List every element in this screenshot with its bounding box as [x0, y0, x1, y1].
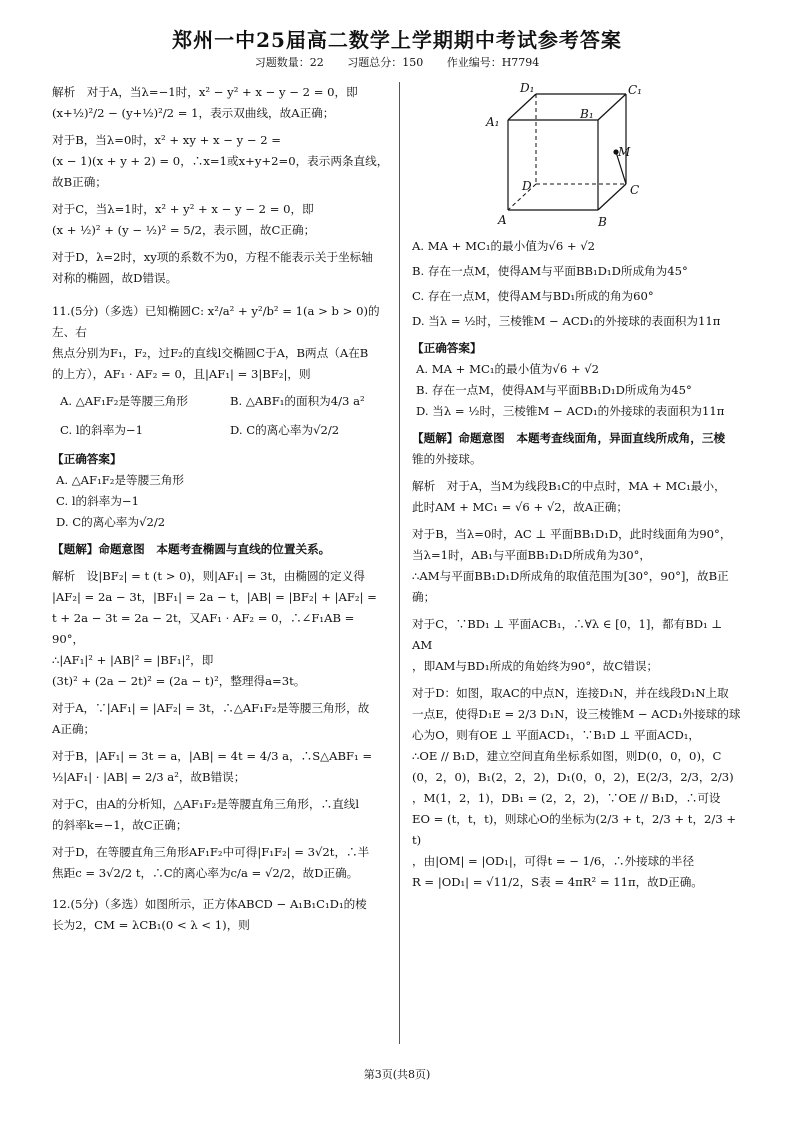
intent-line2: 锥的外接球。 — [412, 452, 482, 466]
q12-option-d: D. 当λ = ½时，三棱锥M − ACD₁的外接球的表面积为11π — [412, 314, 721, 328]
answer-d: D. C的离心率为√2/2 — [56, 515, 166, 529]
q11-option-c: C. l的斜率为−1 — [60, 423, 144, 437]
q10-d-line2: 对称的椭圆，故D错误。 — [52, 271, 178, 285]
cube-diagram — [468, 82, 668, 232]
sol-line: ½|AF₁| · |AB| = 2/3 a²，故B错误； — [52, 770, 246, 784]
q12-solution-c — [412, 614, 744, 677]
label-d1: D₁ — [520, 82, 535, 95]
q10-d-line1: 对于D，λ=2时，xy项的系数不为0，方程不能表示关于坐标轴 — [52, 250, 373, 264]
left-column — [52, 82, 390, 942]
q11-intent: 【题解】命题意图 本题考查椭圆与直线的位置关系。 — [52, 542, 331, 556]
sol-line: ∴|AF₁|² + |AB|² = |BF₁|²，即 — [52, 653, 214, 667]
question-11 — [52, 301, 390, 385]
label-c: C — [630, 183, 640, 197]
q12-stem-line2: 长为2，CM = λCB₁(0 < λ < 1)，则 — [52, 918, 250, 932]
sol-line: 对于D：如图，取AC的中点N，连接D₁N，并在线段D₁N上取 — [412, 686, 729, 700]
cube-figure — [468, 82, 668, 232]
q11-stem-line1: 11.(5分)（多选）已知椭圆C: x²/a² + y²/b² = 1(a > b > 0)的左、右 — [52, 304, 380, 339]
sol-line: 焦距c = 3√2/2 t，∴C的离心率为c/a = √2/2，故D正确。 — [52, 866, 359, 880]
exam-meta — [0, 54, 794, 70]
sol-line: ∴AM与平面BB₁D₁D所成角的取值范围为[30°，90°]，故B正 — [412, 569, 729, 583]
q12-option-c: C. 存在一点M，使得AM与BD₁所成的角为60° — [412, 289, 654, 303]
answer-a: A. △AF₁F₂是等腰三角形 — [56, 473, 184, 487]
sol-line: 对于C，∵BD₁ ⊥ 平面ACB₁，∴∀λ ∈ [0，1]，都有BD₁ ⊥ AM — [412, 617, 723, 652]
q11-stem-line3: 的上方），AF₁ · AF₂ = 0，且|AF₁| = 3|BF₂|，则 — [52, 367, 311, 381]
answer-heading: 【正确答案】 — [412, 341, 482, 355]
q10-a-line1: 解析 对于A，当λ=−1时，x² − y² + x − y − 2 = 0，即 — [52, 85, 358, 99]
q10-b-line2: (x − 1)(x + y + 2) = 0，∴x=1或x+y+2=0，表示两条直线， — [52, 154, 389, 168]
label-c1: C₁ — [628, 83, 642, 97]
sol-line: 当λ=1时，AB₁与平面BB₁D₁D所成角为30°， — [412, 548, 651, 562]
answer-d: D. 当λ = ½时，三棱锥M − ACD₁的外接球的表面积为11π — [416, 404, 725, 418]
q12-stem-line1: 12.(5分)（多选）如图所示，正方体ABCD − A₁B₁C₁D₁的棱 — [52, 897, 367, 911]
q10-b — [52, 130, 390, 193]
sol-line: 确； — [412, 590, 436, 604]
label-a: A — [498, 213, 507, 227]
q11-part-c — [52, 794, 390, 836]
total-score: 习题总分：150 — [347, 56, 424, 69]
q11-answer — [52, 449, 390, 533]
q12-options — [412, 236, 744, 332]
q10-d — [52, 247, 390, 289]
sol-line: A正确； — [52, 722, 96, 736]
sol-line: (0，2，0)，B₁(2，2，2)，D₁(0，0，2)，E(2/3，2/3，2/3) — [412, 770, 734, 784]
sol-line: 此时AM + MC₁ = √6 + √2，故A正确； — [412, 500, 628, 514]
sol-line: 对于B，当λ=0时，AC ⊥ 平面BB₁D₁D，此时线面角为90°， — [412, 527, 732, 541]
sol-line: EO = (t，t，t)，则球心O的坐标为(2/3 + t，2/3 + t，2/3 + t) — [412, 812, 737, 847]
q10-c-line1: 对于C，当λ=1时，x² + y² + x − y − 2 = 0，即 — [52, 202, 314, 216]
sol-line: (3t)² + (2a − 2t)² = (2a − t)²，整理得a=3t。 — [52, 674, 306, 688]
sol-line: |AF₂| = 2a − 3t，|BF₁| = 2a − t，|AB| = |BF₂| + |AF₂| = — [52, 590, 377, 604]
right-column — [412, 82, 744, 899]
sol-line: 一点E，使得D₁E = 2/3 D₁N，设三棱锥M − ACD₁外接球的球 — [412, 707, 741, 721]
q10-c — [52, 199, 390, 241]
sol-line: 解析 设|BF₂| = t (t > 0)，则|AF₁| = 3t，由椭圆的定义得 — [52, 569, 365, 583]
question-count: 习题数量：22 — [254, 56, 324, 69]
answer-heading: 【正确答案】 — [52, 452, 122, 466]
q11-option-a: A. △AF₁F₂是等腰三角形 — [60, 394, 188, 408]
sol-line: 对于B，|AF₁| = 3t = a，|AB| = 4t = 4/3 a，∴S△ABF₁ = — [52, 749, 373, 763]
sol-line: 的斜率k=−1，故C正确； — [52, 818, 188, 832]
q11-part-a — [52, 698, 390, 740]
label-b1: B₁ — [580, 107, 594, 121]
q12-answer — [412, 338, 744, 422]
sol-line: 心为O，则有OE ⊥ 平面ACD₁，∵B₁D ⊥ 平面ACD₁， — [412, 728, 700, 742]
sol-line: 解析 对于A，当M为线段B₁C的中点时，MA + MC₁最小， — [412, 479, 726, 493]
page-title: 郑州一中25届高二数学上学期期中考试参考答案 — [172, 28, 622, 52]
sol-line: 对于C，由A的分析知，△AF₁F₂是等腰直角三角形，∴直线l — [52, 797, 360, 811]
page-number: 第3页(共8页) — [363, 1068, 431, 1081]
answer-b: B. 存在一点M，使得AM与平面BB₁D₁D所成角为45° — [416, 383, 692, 397]
label-b: B — [598, 215, 607, 229]
q11-part-b — [52, 746, 390, 788]
q11-option-d: D. C的离心率为√2/2 — [230, 423, 340, 437]
column-divider — [399, 82, 400, 1044]
answer-a: A. MA + MC₁的最小值为√6 + √2 — [416, 362, 600, 376]
sol-line: ，M(1，2，1)，DB₁ = (2，2，2)，∵OE // B₁D，∴可设 — [412, 791, 721, 805]
sol-line: 对于D，在等腰直角三角形AF₁F₂中可得|F₁F₂| = 3√2t，∴半 — [52, 845, 370, 859]
q12-solution-b — [412, 524, 744, 608]
q11-part-d — [52, 842, 390, 884]
q11-options — [60, 391, 390, 441]
label-m: M — [618, 145, 631, 159]
q12-solution-a — [412, 476, 744, 518]
q10-solution — [52, 82, 390, 124]
sol-line: 对于A，∵|AF₁| = |AF₂| = 3t，∴△AF₁F₂是等腰三角形，故 — [52, 701, 370, 715]
q10-a-line2: (x+½)²/2 − (y+½)²/2 = 1，表示双曲线，故A正确； — [52, 106, 335, 120]
q11-stem-line2: 焦点分别为F₁，F₂，过F₂的直线l交椭圆C于A，B两点（A在B — [52, 346, 369, 360]
sol-line: ，即AM与BD₁所成的角始终为90°，故C错误； — [412, 659, 659, 673]
q11-option-b: B. △ABF₁的面积为4/3 a² — [230, 394, 365, 408]
intent-line1: 【题解】命题意图 本题考查线面角，异面直线所成角，三棱 — [412, 431, 726, 445]
q12-solution-d — [412, 683, 744, 893]
label-d: D — [522, 179, 532, 193]
label-a1: A₁ — [486, 115, 500, 129]
q12-intent — [412, 428, 744, 470]
q11-solution — [52, 566, 390, 692]
sol-line: R = |OD₁| = √11/2，S表 = 4πR² = 11π，故D正确。 — [412, 875, 703, 889]
question-12 — [52, 894, 390, 936]
q12-option-b: B. 存在一点M，使得AM与平面BB₁D₁D所成角为45° — [412, 264, 688, 278]
sol-line: t + 2a − 3t = 2a − 2t，又AF₁ · AF₂ = 0，∴∠F₁AB = 90°， — [52, 611, 355, 646]
q12-option-a: A. MA + MC₁的最小值为√6 + √2 — [412, 239, 596, 253]
q10-b-line1: 对于B，当λ=0时，x² + xy + x − y − 2 = — [52, 133, 281, 147]
answer-c: C. l的斜率为−1 — [56, 494, 140, 508]
sol-line: ∴OE // B₁D，建立空间直角坐标系如图，则D(0，0，0)，C — [412, 749, 722, 763]
q10-b-line3: 故B正确； — [52, 175, 107, 189]
q10-c-line2: (x + ½)² + (y − ½)² = 5/2，表示圆，故C正确； — [52, 223, 316, 237]
sol-line: ，由|OM| = |OD₁|，可得t = − 1/6，∴外接球的半径 — [412, 854, 695, 868]
assignment-code: 作业编号：H7794 — [446, 56, 540, 69]
